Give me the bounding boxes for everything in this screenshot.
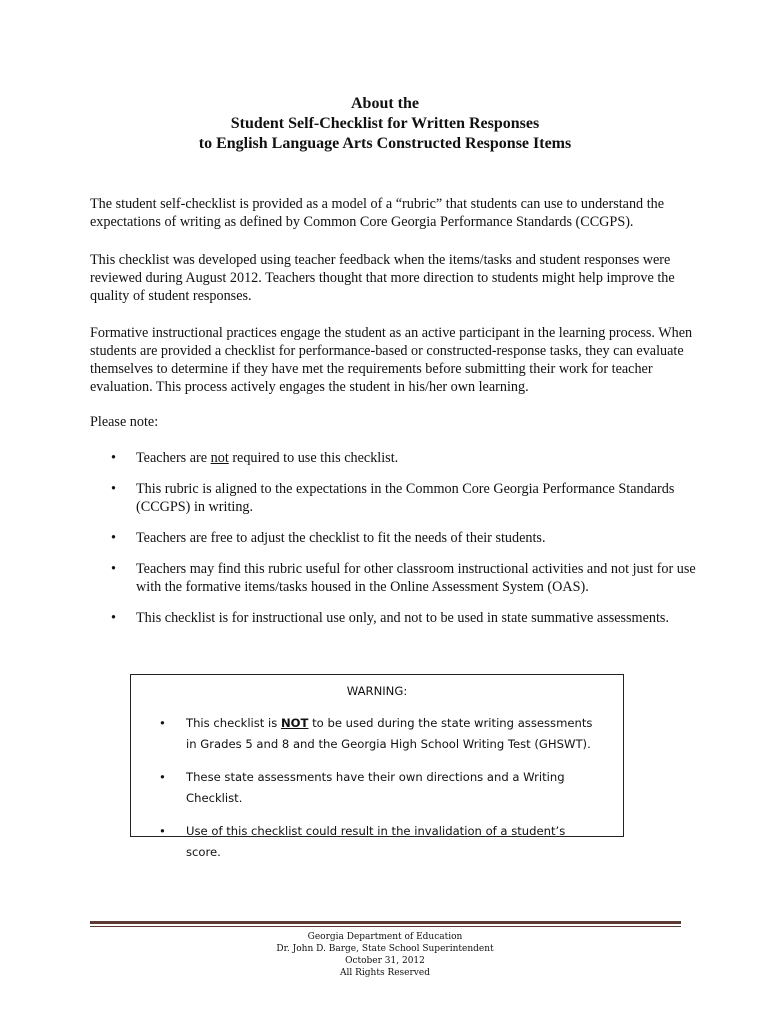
list-item [131, 821, 623, 863]
bullet-icon: • [159, 716, 166, 730]
document-title [0, 94, 770, 154]
formative-practices-paragraph: Formative instructional practices engage the student as an active participant in the learning process. When students are provided a checklist for performance-based or constructed-response tasks, they can evaluate themselves to determine if they have met the requirements before submitting their work for teacher evaluation. This process actively engages the student in his/her own learning. [90, 325, 693, 395]
warning-title: WARNING: [346, 684, 408, 698]
title-line-1: About the [350, 95, 419, 112]
title-line-3: to English Language Arts Constructed Response Items [198, 135, 572, 152]
bullet-icon: • [111, 481, 116, 497]
note-text: Teachers may find this rubric useful for other classroom instructional activities and not just for use with the formative items/tasks housed in the Online Assessment System (OAS). [136, 561, 696, 595]
warning-list [131, 713, 623, 875]
list-item [131, 713, 623, 755]
intro-paragraph: The student self-checklist is provided as a model of a “rubric” that students can use to understand the expectations of writing as defined by Common Core Georgia Performance Standards (CCGPS). [90, 196, 665, 230]
note-text-before: Teachers are [136, 450, 211, 466]
bullet-icon: • [159, 824, 166, 838]
notes-list [90, 449, 700, 640]
title-line-2: Student Self-Checklist for Written Responses [230, 115, 540, 132]
please-note-label: Please note: [90, 414, 159, 430]
list-item [90, 449, 700, 467]
bullet-icon: • [111, 450, 116, 466]
bullet-icon: • [159, 770, 166, 784]
footer-divider-thick [90, 921, 681, 924]
footer-superintendent: Dr. John D. Barge, State School Superintendent [276, 944, 494, 954]
list-item [131, 767, 623, 809]
note-text: Teachers are free to adjust the checklist to fit the needs of their students. [136, 530, 546, 546]
note-text: This rubric is aligned to the expectations in the Common Core Georgia Performance Standards (CCGPS) in writing. [136, 481, 675, 515]
list-item [90, 609, 700, 627]
note-text: This checklist is for instructional use only, and not to be used in state summative assessments. [136, 610, 669, 626]
warning-text-after: to be used during the state writing assessments in Grades 5 and 8 and the Georgia High School Writing Test (GHSWT). [186, 716, 593, 751]
list-item [90, 480, 700, 516]
list-item [90, 560, 700, 596]
footer-date: October 31, 2012 [345, 956, 425, 966]
warning-text-before: This checklist is [186, 716, 281, 730]
footer-divider-thin [90, 926, 681, 927]
warning-text: Use of this checklist could result in the invalidation of a student’s score. [186, 824, 566, 859]
bullet-icon: • [111, 561, 116, 577]
list-item [90, 529, 700, 547]
note-text-after: required to use this checklist. [228, 450, 399, 466]
footer-divider [90, 921, 681, 927]
bullet-icon: • [111, 530, 116, 546]
warning-emphasis: NOT [280, 716, 309, 730]
note-emphasis: not [210, 450, 229, 466]
warning-box [130, 674, 624, 859]
warning-text: These state assessments have their own directions and a Writing Checklist. [186, 770, 565, 805]
footer-organization: Georgia Department of Education [307, 932, 463, 942]
footer-rights: All Rights Reserved [340, 968, 430, 978]
page-footer [0, 931, 770, 979]
bullet-icon: • [111, 610, 116, 626]
development-paragraph: This checklist was developed using teacher feedback when the items/tasks and student responses were reviewed during August 2012. Teachers thought that more direction to students might help improve the quality of student responses. [90, 252, 675, 304]
